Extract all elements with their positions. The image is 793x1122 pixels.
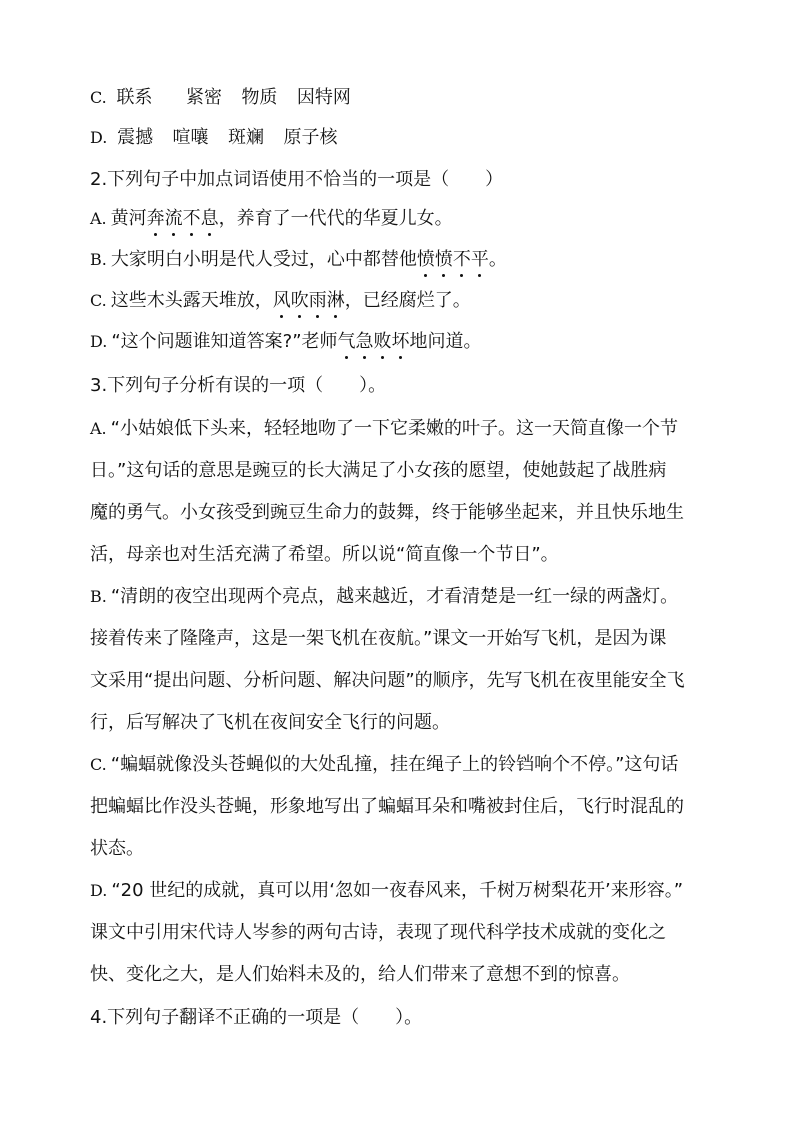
q3-option-c-line-3: 状态。 <box>90 838 144 859</box>
emphasis-dotted-char: 急 <box>355 331 374 352</box>
question-2-stem: 2.下列句子中加点词语使用不恰当的一项是（ ） <box>90 169 504 190</box>
q3-option-a-line-1 <box>90 417 678 441</box>
emphasis-dotted-char: 奔 <box>146 208 165 229</box>
q3-option-a-line-3: 魔的勇气。小女孩受到豌豆生命力的鼓舞，终于能够坐起来，并且快乐地生 <box>90 502 684 523</box>
option-label: B. <box>90 587 107 606</box>
emphasis-dotted-char: 败 <box>373 331 392 352</box>
option-label: C. <box>90 755 107 774</box>
paragraph-text: “清朗的夜空出现两个亮点，越来越近，才看清楚是一红一绿的两盏灯。 <box>110 586 679 607</box>
emphasis-dotted-char: 流 <box>164 208 183 229</box>
word: 原子核 <box>283 127 338 148</box>
option-label: D. <box>90 332 108 351</box>
emphasis-dotted-char: 不 <box>182 208 201 229</box>
question-4-stem: 4.下列句子翻译不正确的一项是（ ）。 <box>90 1007 423 1028</box>
q3-option-a-line-4: 活，母亲也对生活充满了希望。所以说“简直像一个节日”。 <box>90 544 559 565</box>
text-after: 。 <box>488 249 507 270</box>
emphasis-dotted-char: 坏 <box>391 331 410 352</box>
text-before: 这些木头露天堆放， <box>110 290 273 311</box>
emphasis-dotted-char: 息 <box>200 208 219 229</box>
q3-option-b-line-2: 接着传来了隆隆声，这是一架飞机在夜航。”课文一开始写飞机，是因为课 <box>90 628 667 649</box>
word: 喧嚷 <box>172 127 209 148</box>
text-after: ，已经腐烂了。 <box>344 290 471 311</box>
q3-option-b-line-4: 行，后写解决了飞机在夜间安全飞行的问题。 <box>90 712 450 733</box>
option-label: C. <box>90 291 107 310</box>
option-label: C. <box>90 88 107 107</box>
paragraph-text: “小姑娘低下头来，轻轻地吻了一下它柔嫩的叶子。这一天简直像一个节 <box>110 418 678 439</box>
word: 斑斓 <box>228 127 265 148</box>
option-label: A. <box>90 419 107 438</box>
text-after: ，养育了一代代的华夏儿女。 <box>218 208 453 229</box>
word: 震撼 <box>117 127 154 148</box>
question-3-stem: 3.下列句子分析有误的一项（ ）。 <box>90 375 387 396</box>
paragraph-text: “20 世纪的成就，真可以用‘忽如一夜春风来，千树万树梨花开’来形容。” <box>111 880 684 901</box>
text-before: 大家明白小明是代人受过，心中都替他 <box>110 249 417 270</box>
text-before: 黄河 <box>110 208 147 229</box>
emphasis-dotted-char: 气 <box>337 331 356 352</box>
dotted-phrase <box>147 208 219 229</box>
q3-option-d-line-2: 课文中引用宋代诗人岑参的两句古诗，表现了现代科学技术成就的变化之 <box>90 922 666 943</box>
q3-option-b-line-1 <box>90 585 678 609</box>
emphasis-dotted-char: 愤 <box>416 249 435 270</box>
option-label: D. <box>90 881 108 900</box>
q3-option-a-line-2: 日。”这句话的意思是豌豆的长大满足了小女孩的愿望，使她鼓起了战胜病 <box>90 460 667 481</box>
text-before: “这个问题谁知道答案?”老师 <box>111 331 338 352</box>
dotted-phrase <box>338 331 410 352</box>
paragraph-text: “蝙蝠就像没头苍蝇似的大处乱撞，挂在绳子上的铃铛响个不停。”这句话 <box>110 754 679 775</box>
emphasis-dotted-char: 雨 <box>308 290 327 311</box>
emphasis-dotted-char: 愤 <box>434 249 453 270</box>
word: 联系 <box>116 87 153 108</box>
emphasis-dotted-char: 吹 <box>290 290 309 311</box>
q2-option-d <box>90 330 482 354</box>
q3-option-b-line-3: 文采用“提出问题、分析问题、解决问题”的顺序，先写飞机在夜里能安全飞 <box>90 670 685 691</box>
q2-option-c <box>90 289 471 313</box>
text-after: 地问道。 <box>409 331 482 352</box>
q3-option-d-line-1 <box>90 879 683 903</box>
word: 因特网 <box>296 87 351 108</box>
word: 物质 <box>241 87 278 108</box>
option-label: D. <box>90 128 108 147</box>
q3-option-c-line-2: 把蝙蝠比作没头苍蝇，形象地写出了蝙蝠耳朵和嘴被封住后，飞行时混乱的 <box>90 796 684 817</box>
dotted-phrase <box>273 290 345 311</box>
q3-option-c-line-1 <box>90 753 678 777</box>
q1-option-d <box>90 126 337 150</box>
emphasis-dotted-char: 风 <box>272 290 291 311</box>
q1-option-c <box>90 86 351 110</box>
q2-option-b <box>90 248 507 272</box>
q3-option-d-line-3: 快、变化之大，是人们始料未及的，给人们带来了意想不到的惊喜。 <box>90 964 630 985</box>
q2-option-a <box>90 207 453 231</box>
emphasis-dotted-char: 不 <box>452 249 471 270</box>
emphasis-dotted-char: 平 <box>470 249 489 270</box>
dotted-phrase <box>417 249 489 270</box>
option-label: B. <box>90 250 107 269</box>
word: 紧密 <box>185 87 222 108</box>
emphasis-dotted-char: 淋 <box>326 290 345 311</box>
option-label: A. <box>90 209 107 228</box>
